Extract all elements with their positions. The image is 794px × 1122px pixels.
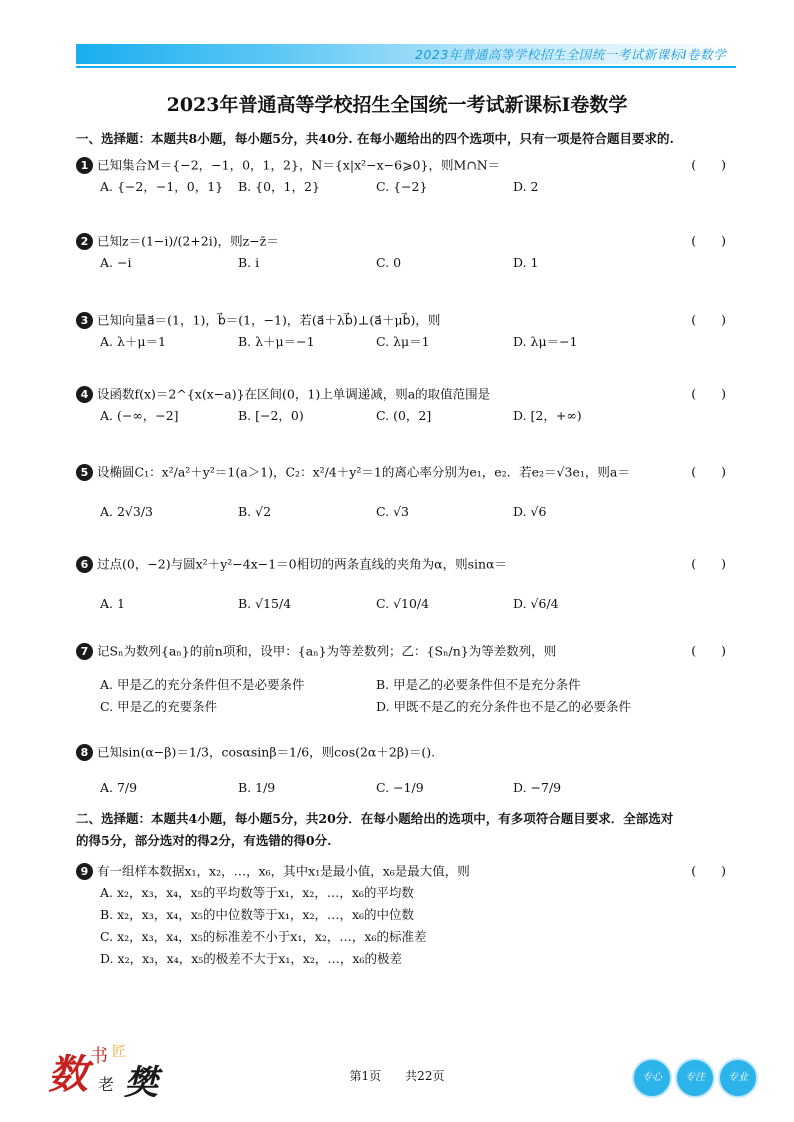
option-a: A. λ＋μ＝1 <box>100 334 166 349</box>
logo-char-3: 匠 <box>112 1044 126 1060</box>
question-2 <box>76 230 726 274</box>
slogan-badge: 专业 <box>718 1058 758 1098</box>
answer-bracket: ( ) <box>691 386 726 401</box>
option-a: A. 2√3/3 <box>100 504 154 519</box>
answer-bracket: ( ) <box>691 863 726 878</box>
question-stem: 过点(0，−2)与圆x²＋y²−4x−1＝0相切的两条直线的夹角为α，则sinα＝ <box>97 556 507 572</box>
option-a: A. x₂，x₃，x₄，x₅的平均数等于x₁，x₂，…，x₆的平均数 <box>100 885 414 900</box>
question-number: 3 <box>76 312 93 329</box>
question-stem: 设函数f(x)＝2^{x(x−a)}在区间(0，1)上单调递减，则a的取值范围是 <box>97 386 491 402</box>
option-b: B. {0，1，2} <box>238 179 320 194</box>
option-c: C. 甲是乙的充要条件 <box>100 699 218 714</box>
section-2-instructions <box>76 808 726 852</box>
logo-char-5: 樊 <box>124 1063 158 1100</box>
option-a: A. {−2，−1，0，1} <box>100 179 224 194</box>
option-c: C. {−2} <box>376 179 428 194</box>
option-b: B. 1/9 <box>238 780 276 795</box>
option-c: C. x₂，x₃，x₄，x₅的标准差不小于x₁，x₂，…，x₆的标准差 <box>100 929 427 944</box>
question-number: 8 <box>76 744 93 761</box>
option-d: D. √6 <box>513 504 547 519</box>
logo-char-2: 书 <box>90 1046 108 1067</box>
option-c: C. 0 <box>376 255 402 270</box>
question-7 <box>76 640 726 718</box>
option-b: B. √2 <box>238 504 272 519</box>
option-d: D. 1 <box>513 255 539 270</box>
section-2-line-2: 的得5分，部分选对的得2分，有选错的得0分. <box>76 833 332 848</box>
logo-char-1: 数 <box>48 1051 88 1098</box>
question-6 <box>76 553 726 615</box>
slogan-badges <box>632 1058 761 1098</box>
slogan-badge: 专注 <box>675 1058 715 1098</box>
question-stem: 已知sin(α−β)＝1/3，cosαsinβ＝1/6，则cos(2α＋2β)＝(). <box>97 744 436 760</box>
option-d: D. λμ＝−1 <box>513 334 578 349</box>
slogan-badge: 专心 <box>632 1058 672 1098</box>
question-stem: 有一组样本数据x₁，x₂，…，x₆，其中x₁是最小值，x₆是最大值，则 <box>97 863 470 879</box>
section-1-instructions: 一、选择题：本题共8小题，每小题5分，共40分. 在每小题给出的四个选项中，只有一项是符合题目要求的. <box>76 131 674 146</box>
option-a: A. (−∞，−2] <box>100 408 179 423</box>
option-c: C. √3 <box>376 504 409 519</box>
option-a: A. −i <box>100 255 132 270</box>
question-number: 7 <box>76 643 93 660</box>
answer-bracket: ( ) <box>691 464 726 479</box>
option-b: B. [−2，0) <box>238 408 304 423</box>
question-stem: 记Sₙ为数列{aₙ}的前n项和，设甲：{aₙ}为等差数列；乙：{Sₙ/n}为等差数列，则 <box>97 643 557 659</box>
question-stem: 已知向量a⃗＝(1，1)，b⃗＝(1，−1)，若(a⃗＋λb⃗)⊥(a⃗＋μb⃗)，则 <box>97 312 441 328</box>
question-number: 6 <box>76 556 93 573</box>
answer-bracket: ( ) <box>691 556 726 571</box>
page-title: 2023年普通高等学校招生全国统一考试新课标Ⅰ卷数学 <box>166 94 628 116</box>
option-c: C. √10/4 <box>376 596 430 611</box>
question-3 <box>76 309 726 353</box>
option-d: D. 甲既不是乙的充分条件也不是乙的必要条件 <box>376 699 632 714</box>
question-number: 2 <box>76 233 93 250</box>
question-4 <box>76 383 726 427</box>
question-1 <box>76 154 726 198</box>
answer-bracket: ( ) <box>691 643 726 658</box>
answer-bracket: ( ) <box>691 312 726 327</box>
section-2-line-1: 二、选择题：本题共4小题，每小题5分，共20分．在每小题给出的选项中，有多项符合题目要求．全部选对 <box>76 811 674 826</box>
option-c: C. −1/9 <box>376 780 424 795</box>
option-d: D. [2，+∞) <box>513 408 582 423</box>
option-b: B. √15/4 <box>238 596 292 611</box>
header-line <box>76 66 736 68</box>
option-b: B. 甲是乙的必要条件但不是充分条件 <box>376 677 581 692</box>
logo-char-4: 老 <box>98 1075 115 1094</box>
question-5 <box>76 461 726 523</box>
option-d: D. −7/9 <box>513 780 562 795</box>
option-c: C. (0，2] <box>376 408 432 423</box>
option-a: A. 1 <box>100 596 125 611</box>
question-number: 5 <box>76 464 93 481</box>
question-number: 1 <box>76 157 93 174</box>
question-number: 9 <box>76 863 93 880</box>
running-title: 2023年普通高等学校招生全国统一考试新课标Ⅰ卷数学 <box>415 47 726 62</box>
option-d: D. x₂，x₃，x₄，x₅的极差不大于x₁，x₂，…，x₆的极差 <box>100 951 402 966</box>
option-a: A. 甲是乙的充分条件但不是必要条件 <box>100 677 305 692</box>
option-d: D. 2 <box>513 179 539 194</box>
page-number: 第1页 共22页 <box>349 1069 445 1083</box>
answer-bracket: ( ) <box>691 157 726 172</box>
answer-bracket: ( ) <box>691 233 726 248</box>
option-d: D. √6/4 <box>513 596 559 611</box>
option-b: B. x₂，x₃，x₄，x₅的中位数等于x₁，x₂，…，x₆的中位数 <box>100 907 415 922</box>
option-c: C. λμ＝1 <box>376 334 430 349</box>
option-b: B. i <box>238 255 260 270</box>
question-stem: 已知集合M＝{−2，−1，0，1，2}，N＝{x|x²−x−6⩾0}，则M∩N＝ <box>97 157 501 173</box>
question-number: 4 <box>76 386 93 403</box>
question-8 <box>76 741 726 799</box>
question-stem: 设椭圆C₁：x²/a²＋y²＝1(a＞1)，C₂：x²/4＋y²＝1的离心率分别为e₁，e₂．若e₂＝√3e₁，则a＝ <box>97 464 630 480</box>
question-9 <box>76 860 726 970</box>
option-b: B. λ＋μ＝−1 <box>238 334 315 349</box>
question-stem: 已知z＝(1−i)/(2+2i)，则z−z̄＝ <box>97 233 279 249</box>
option-a: A. 7/9 <box>100 780 138 795</box>
